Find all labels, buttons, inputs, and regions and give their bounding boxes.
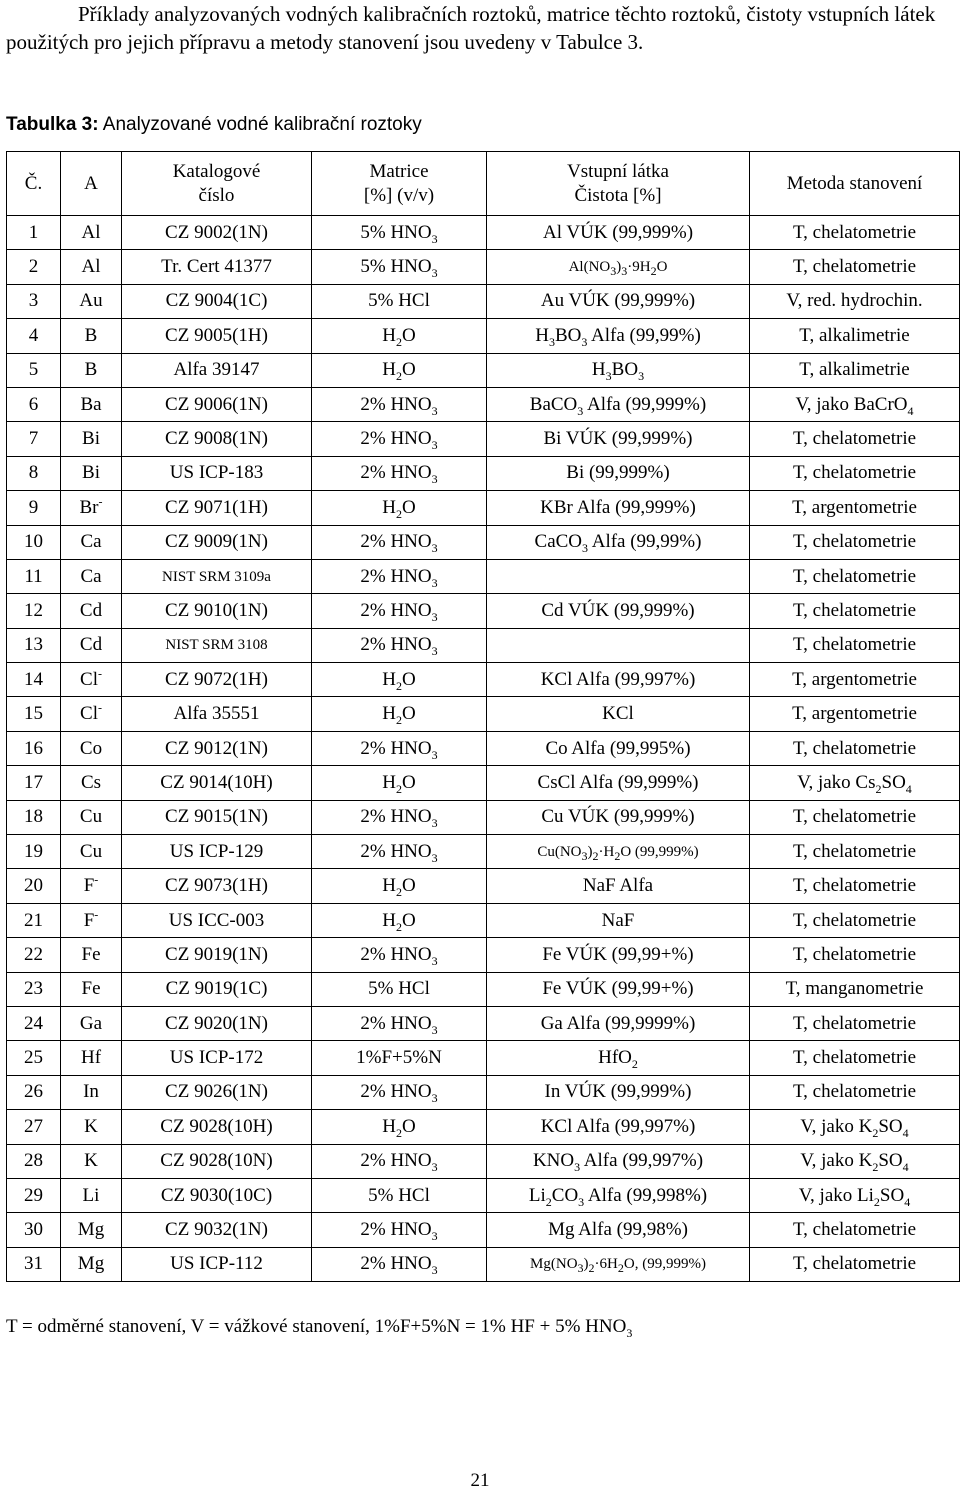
input-substance-cell: $Mg(NO_3)_2\cdot 6H_2O$, (99,999%): [487, 1247, 750, 1281]
row-number-cell: 28: [7, 1144, 61, 1178]
header-method: Metoda stanovení: [750, 152, 960, 216]
table-row: [7, 835, 960, 869]
matrix-cell: 2% $HNO_3$: [312, 594, 487, 628]
input-substance-cell: Bi (99,999%): [487, 456, 750, 490]
row-number-cell: 29: [7, 1178, 61, 1212]
table-body: [7, 216, 960, 1282]
analyte-cell: Fe: [61, 938, 122, 972]
table-row: [7, 972, 960, 1006]
catalog-number-cell: CZ 9030(10C): [122, 1178, 312, 1212]
catalog-number-cell: NIST SRM 3109a: [122, 559, 312, 593]
method-cell: T, chelatometrie: [750, 869, 960, 903]
analyte-cell: Cu: [61, 800, 122, 834]
table-footnote: T = odměrné stanovení, V = vážkové stanovení, 1%F+5%N = 1% HF + 5% $HNO_3$: [6, 1316, 633, 1340]
row-number-cell: 12: [7, 594, 61, 628]
row-number-cell: 5: [7, 353, 61, 387]
header-catalog-line2: číslo: [198, 184, 235, 206]
method-cell: V, jako $Cs_2SO_4$: [750, 766, 960, 800]
table-row: [7, 1144, 960, 1178]
row-number-cell: 30: [7, 1213, 61, 1247]
catalog-number-cell: CZ 9009(1N): [122, 525, 312, 559]
table-row: [7, 422, 960, 456]
matrix-cell: 5% HCl: [312, 1178, 487, 1212]
input-substance-cell: NaF: [487, 903, 750, 937]
analyte-cell: F-: [61, 903, 122, 937]
row-number-cell: 9: [7, 491, 61, 525]
row-number-cell: 26: [7, 1075, 61, 1109]
input-substance-cell: $KNO_3$ Alfa (99,997%): [487, 1144, 750, 1178]
table-row: [7, 250, 960, 284]
input-substance-cell: [487, 628, 750, 662]
input-substance-cell: $Li_2CO_3$ Alfa (99,998%): [487, 1178, 750, 1212]
row-number-cell: 18: [7, 800, 61, 834]
catalog-number-cell: Alfa 39147: [122, 353, 312, 387]
input-substance-cell: KCl Alfa (99,997%): [487, 663, 750, 697]
table-row: [7, 1041, 960, 1075]
table-caption-label: Tabulka 3:: [6, 114, 99, 135]
catalog-number-cell: CZ 9028(10H): [122, 1110, 312, 1144]
header-matrix: [312, 152, 487, 216]
input-substance-cell: In VÚK (99,999%): [487, 1075, 750, 1109]
analyte-cell: Mg: [61, 1213, 122, 1247]
analyte-cell: Bi: [61, 422, 122, 456]
method-cell: T, chelatometrie: [750, 800, 960, 834]
catalog-number-cell: US ICC-003: [122, 903, 312, 937]
row-number-cell: 21: [7, 903, 61, 937]
table-row: [7, 731, 960, 765]
analyte-cell: Cl-: [61, 697, 122, 731]
row-number-cell: 22: [7, 938, 61, 972]
matrix-cell: 2% $HNO_3$: [312, 938, 487, 972]
row-number-cell: 24: [7, 1006, 61, 1040]
catalog-number-cell: CZ 9012(1N): [122, 731, 312, 765]
row-number-cell: 14: [7, 663, 61, 697]
analyte-cell: K: [61, 1110, 122, 1144]
method-cell: T, chelatometrie: [750, 1213, 960, 1247]
analyte-cell: Au: [61, 284, 122, 318]
method-cell: V, jako $K_2SO_4$: [750, 1144, 960, 1178]
catalog-number-cell: CZ 9014(10H): [122, 766, 312, 800]
input-substance-cell: Mg Alfa (99,98%): [487, 1213, 750, 1247]
input-substance-cell: Fe VÚK (99,99+%): [487, 938, 750, 972]
method-cell: T, argentometrie: [750, 663, 960, 697]
table-row: [7, 1247, 960, 1281]
input-substance-cell: $H_3BO_3$: [487, 353, 750, 387]
table-row: [7, 766, 960, 800]
input-substance-cell: KCl Alfa (99,997%): [487, 1110, 750, 1144]
catalog-number-cell: CZ 9073(1H): [122, 869, 312, 903]
analyte-cell: Cs: [61, 766, 122, 800]
table-row: [7, 663, 960, 697]
catalog-number-cell: CZ 9002(1N): [122, 216, 312, 250]
analyte-cell: Ba: [61, 387, 122, 421]
table-row: [7, 903, 960, 937]
method-cell: V, jako $Li_2SO_4$: [750, 1178, 960, 1212]
analyte-cell: Hf: [61, 1041, 122, 1075]
input-substance-cell: KBr Alfa (99,999%): [487, 491, 750, 525]
method-cell: T, chelatometrie: [750, 1006, 960, 1040]
matrix-cell: $H_2O$: [312, 697, 487, 731]
matrix-cell: 2% $HNO_3$: [312, 525, 487, 559]
input-substance-cell: $Cu(NO_3)_2\cdot H_2O$ (99,999%): [487, 835, 750, 869]
method-cell: T, chelatometrie: [750, 835, 960, 869]
table-row: [7, 491, 960, 525]
table-row: [7, 869, 960, 903]
analyte-cell: Al: [61, 250, 122, 284]
input-substance-cell: HfO$_2$: [487, 1041, 750, 1075]
table-caption-text: Analyzované vodné kalibrační roztoky: [98, 114, 422, 135]
table-row: [7, 628, 960, 662]
analyte-cell: Co: [61, 731, 122, 765]
analyte-cell: Mg: [61, 1247, 122, 1281]
matrix-cell: 2% $HNO_3$: [312, 1075, 487, 1109]
method-cell: T, chelatometrie: [750, 594, 960, 628]
table-row: [7, 697, 960, 731]
calibration-table: [6, 151, 960, 1282]
row-number-cell: 8: [7, 456, 61, 490]
table-row: [7, 284, 960, 318]
analyte-cell: F-: [61, 869, 122, 903]
matrix-cell: $H_2O$: [312, 319, 487, 353]
method-cell: T, alkalimetrie: [750, 353, 960, 387]
method-cell: T, chelatometrie: [750, 903, 960, 937]
row-number-cell: 23: [7, 972, 61, 1006]
input-substance-cell: KCl: [487, 697, 750, 731]
row-number-cell: 16: [7, 731, 61, 765]
matrix-cell: 2% $HNO_3$: [312, 1144, 487, 1178]
method-cell: T, chelatometrie: [750, 422, 960, 456]
input-substance-cell: Cd VÚK (99,999%): [487, 594, 750, 628]
intro-paragraph: Příklady analyzovaných vodných kalibračních roztoků, matrice těchto roztoků, čistoty vstupních látek použitých pro jejich přípravu a metody stanovení jsou uvedeny v Tabulce 3.: [6, 2, 936, 54]
analyte-cell: Ca: [61, 559, 122, 593]
catalog-number-cell: CZ 9071(1H): [122, 491, 312, 525]
row-number-cell: 25: [7, 1041, 61, 1075]
method-cell: T, chelatometrie: [750, 525, 960, 559]
catalog-number-cell: CZ 9015(1N): [122, 800, 312, 834]
method-cell: T, argentometrie: [750, 697, 960, 731]
method-cell: T, alkalimetrie: [750, 319, 960, 353]
catalog-number-cell: CZ 9020(1N): [122, 1006, 312, 1040]
matrix-cell: 1%F+5%N: [312, 1041, 487, 1075]
analyte-cell: Bi: [61, 456, 122, 490]
method-cell: V, red. hydrochin.: [750, 284, 960, 318]
table-row: [7, 594, 960, 628]
method-cell: T, chelatometrie: [750, 250, 960, 284]
matrix-cell: 2% $HNO_3$: [312, 628, 487, 662]
header-input-line2: Čistota [%]: [574, 184, 662, 206]
catalog-number-cell: CZ 9008(1N): [122, 422, 312, 456]
matrix-cell: 2% $HNO_3$: [312, 387, 487, 421]
input-substance-cell: $H_3BO_3$ Alfa (99,99%): [487, 319, 750, 353]
header-matrix-line2: [%] (v/v): [363, 184, 435, 206]
matrix-cell: 2% $HNO_3$: [312, 1213, 487, 1247]
matrix-cell: $H_2O$: [312, 869, 487, 903]
header-analyte: A: [61, 152, 122, 216]
catalog-number-cell: US ICP-129: [122, 835, 312, 869]
table-row: [7, 216, 960, 250]
header-input-line1: Vstupní látka: [567, 160, 669, 182]
method-cell: T, chelatometrie: [750, 1075, 960, 1109]
catalog-number-cell: NIST SRM 3108: [122, 628, 312, 662]
analyte-cell: Cd: [61, 594, 122, 628]
catalog-number-cell: Alfa 35551: [122, 697, 312, 731]
method-cell: T, chelatometrie: [750, 456, 960, 490]
input-substance-cell: CsCl Alfa (99,999%): [487, 766, 750, 800]
table-row: [7, 1178, 960, 1212]
input-substance-cell: BaCO$_3$ Alfa (99,999%): [487, 387, 750, 421]
input-substance-cell: Fe VÚK (99,99+%): [487, 972, 750, 1006]
catalog-number-cell: CZ 9006(1N): [122, 387, 312, 421]
catalog-number-cell: CZ 9019(1N): [122, 938, 312, 972]
matrix-cell: 2% $HNO_3$: [312, 835, 487, 869]
matrix-cell: 2% $HNO_3$: [312, 731, 487, 765]
row-number-cell: 15: [7, 697, 61, 731]
matrix-cell: 2% $HNO_3$: [312, 1247, 487, 1281]
method-cell: T, chelatometrie: [750, 1247, 960, 1281]
method-cell: T, chelatometrie: [750, 628, 960, 662]
method-cell: T, chelatometrie: [750, 731, 960, 765]
input-substance-cell: Cu VÚK (99,999%): [487, 800, 750, 834]
row-number-cell: 4: [7, 319, 61, 353]
analyte-cell: B: [61, 319, 122, 353]
table-row: [7, 525, 960, 559]
method-cell: V, jako $K_2SO_4$: [750, 1110, 960, 1144]
analyte-cell: Fe: [61, 972, 122, 1006]
matrix-cell: $H_2O$: [312, 903, 487, 937]
row-number-cell: 2: [7, 250, 61, 284]
row-number-cell: 27: [7, 1110, 61, 1144]
input-substance-cell: CaCO$_3$ Alfa (99,99%): [487, 525, 750, 559]
method-cell: T, argentometrie: [750, 491, 960, 525]
matrix-cell: $H_2O$: [312, 766, 487, 800]
row-number-cell: 20: [7, 869, 61, 903]
table-row: [7, 1075, 960, 1109]
catalog-number-cell: US ICP-172: [122, 1041, 312, 1075]
row-number-cell: 13: [7, 628, 61, 662]
input-substance-cell: Ga Alfa (99,9999%): [487, 1006, 750, 1040]
matrix-cell: 5% $HNO_3$: [312, 216, 487, 250]
matrix-cell: 2% $HNO_3$: [312, 456, 487, 490]
table-header-row: [7, 152, 960, 216]
table-row: [7, 800, 960, 834]
input-substance-cell: Bi VÚK (99,999%): [487, 422, 750, 456]
input-substance-cell: NaF Alfa: [487, 869, 750, 903]
row-number-cell: 17: [7, 766, 61, 800]
catalog-number-cell: CZ 9026(1N): [122, 1075, 312, 1109]
table-row: [7, 938, 960, 972]
matrix-cell: $H_2O$: [312, 491, 487, 525]
table-row: [7, 1006, 960, 1040]
header-matrix-line1: Matrice: [369, 160, 429, 182]
matrix-cell: 2% $HNO_3$: [312, 1006, 487, 1040]
analyte-cell: Ca: [61, 525, 122, 559]
catalog-number-cell: CZ 9005(1H): [122, 319, 312, 353]
row-number-cell: 3: [7, 284, 61, 318]
table-row: [7, 456, 960, 490]
method-cell: T, chelatometrie: [750, 216, 960, 250]
matrix-cell: 2% $HNO_3$: [312, 559, 487, 593]
table-row: [7, 1213, 960, 1247]
analyte-cell: Cu: [61, 835, 122, 869]
input-substance-cell: Al VÚK (99,999%): [487, 216, 750, 250]
header-catalog: [122, 152, 312, 216]
input-substance-cell: $Al(NO_3)_3\cdot 9H_2O$: [487, 250, 750, 284]
catalog-number-cell: CZ 9028(10N): [122, 1144, 312, 1178]
analyte-cell: In: [61, 1075, 122, 1109]
matrix-cell: 2% $HNO_3$: [312, 422, 487, 456]
matrix-cell: $H_2O$: [312, 663, 487, 697]
row-number-cell: 1: [7, 216, 61, 250]
matrix-cell: 5% HCl: [312, 972, 487, 1006]
matrix-cell: $H_2O$: [312, 353, 487, 387]
row-number-cell: 19: [7, 835, 61, 869]
analyte-cell: Al: [61, 216, 122, 250]
catalog-number-cell: CZ 9004(1C): [122, 284, 312, 318]
catalog-number-cell: CZ 9032(1N): [122, 1213, 312, 1247]
analyte-cell: Cl-: [61, 663, 122, 697]
catalog-number-cell: US ICP-112: [122, 1247, 312, 1281]
table-row: [7, 1110, 960, 1144]
catalog-number-cell: CZ 9072(1H): [122, 663, 312, 697]
row-number-cell: 6: [7, 387, 61, 421]
table-row: [7, 319, 960, 353]
header-input-substance: [487, 152, 750, 216]
analyte-cell: Cd: [61, 628, 122, 662]
catalog-number-cell: CZ 9010(1N): [122, 594, 312, 628]
catalog-number-cell: US ICP-183: [122, 456, 312, 490]
table-row: [7, 559, 960, 593]
row-number-cell: 11: [7, 559, 61, 593]
analyte-cell: Li: [61, 1178, 122, 1212]
input-substance-cell: [487, 559, 750, 593]
table-caption: [6, 110, 422, 138]
method-cell: T, chelatometrie: [750, 938, 960, 972]
method-cell: T, chelatometrie: [750, 1041, 960, 1075]
matrix-cell: 5% HCl: [312, 284, 487, 318]
matrix-cell: 2% $HNO_3$: [312, 800, 487, 834]
method-cell: T, chelatometrie: [750, 559, 960, 593]
input-substance-cell: Au VÚK (99,999%): [487, 284, 750, 318]
row-number-cell: 7: [7, 422, 61, 456]
matrix-cell: $H_2O$: [312, 1110, 487, 1144]
analyte-cell: K: [61, 1144, 122, 1178]
header-number: Č.: [7, 152, 61, 216]
header-catalog-line1: Katalogové: [172, 160, 261, 182]
matrix-cell: 5% $HNO_3$: [312, 250, 487, 284]
table-row: [7, 353, 960, 387]
analyte-cell: Ga: [61, 1006, 122, 1040]
analyte-cell: B: [61, 353, 122, 387]
row-number-cell: 10: [7, 525, 61, 559]
method-cell: T, manganometrie: [750, 972, 960, 1006]
catalog-number-cell: Tr. Cert 41377: [122, 250, 312, 284]
table-row: [7, 387, 960, 421]
page-number: 21: [470, 1470, 490, 1491]
catalog-number-cell: CZ 9019(1C): [122, 972, 312, 1006]
row-number-cell: 31: [7, 1247, 61, 1281]
analyte-cell: Br-: [61, 491, 122, 525]
input-substance-cell: Co Alfa (99,995%): [487, 731, 750, 765]
method-cell: V, jako BaCrO$_4$: [750, 387, 960, 421]
